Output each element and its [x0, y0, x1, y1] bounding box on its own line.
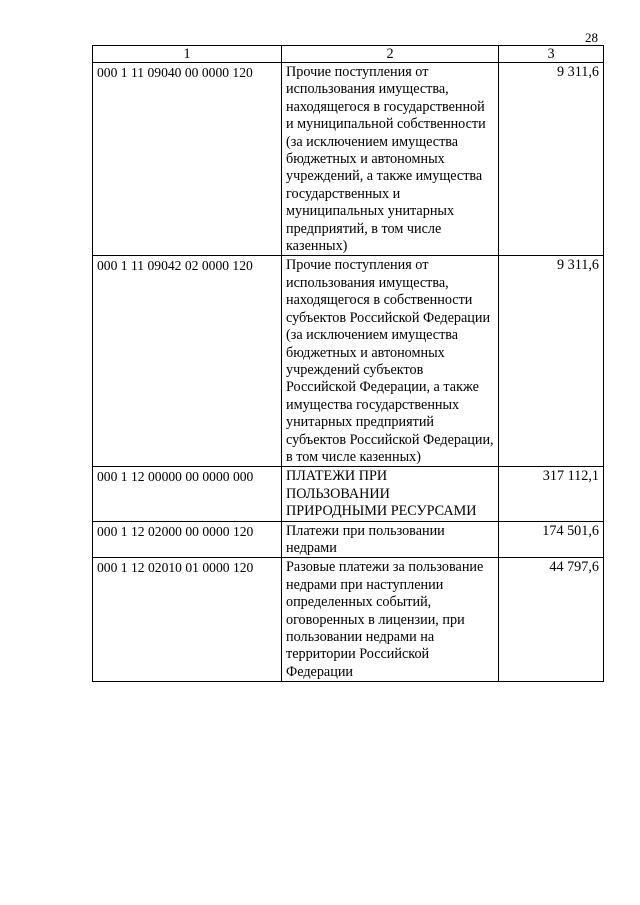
row-name: Платежи при пользовании недрами — [282, 521, 499, 558]
table-header-row — [93, 46, 604, 63]
row-amount: 9 311,6 — [499, 256, 604, 467]
table-row — [93, 63, 604, 256]
table-row — [93, 558, 604, 682]
row-name: Прочие поступления от использования имущества, находящегося в собственности субъектов Российской Федерации (за исключением имущества бюджетных и автономных учреждений субъектов Российской Федерации, а также имущества государственных унитарных предприятий субъектов Российской Федерации, в том числе казенных) — [282, 256, 499, 467]
row-amount: 44 797,6 — [499, 558, 604, 682]
row-code: 000 1 11 09040 00 0000 120 — [93, 63, 282, 256]
column-header-name: 2 — [282, 46, 499, 63]
row-amount: 317 112,1 — [499, 467, 604, 521]
row-amount: 9 311,6 — [499, 63, 604, 256]
row-code: 000 1 12 00000 00 0000 000 — [93, 467, 282, 521]
table-row — [93, 521, 604, 558]
budget-table — [92, 45, 604, 682]
table-row — [93, 467, 604, 521]
column-header-code: 1 — [93, 46, 282, 63]
row-code: 000 1 12 02010 01 0000 120 — [93, 558, 282, 682]
column-header-amount: 3 — [499, 46, 604, 63]
page-number: 28 — [585, 30, 598, 45]
row-amount: 174 501,6 — [499, 521, 604, 558]
row-name: Разовые платежи за пользование недрами при наступлении определенных событий, оговоренных в лицензии, при пользовании недрами на территории Российской Федерации — [282, 558, 499, 682]
row-code: 000 1 11 09042 02 0000 120 — [93, 256, 282, 467]
table-row — [93, 256, 604, 467]
row-code: 000 1 12 02000 00 0000 120 — [93, 521, 282, 558]
row-name: Прочие поступления от использования имущества, находящегося в государственной и муниципальной собственности (за исключением имущества бюджетных и автономных учреждений, а также имущества государственных и муниципальных унитарных предприятий, в том числе казенных) — [282, 63, 499, 256]
row-name: ПЛАТЕЖИ ПРИ ПОЛЬЗОВАНИИ ПРИРОДНЫМИ РЕСУРСАМИ — [282, 467, 499, 521]
